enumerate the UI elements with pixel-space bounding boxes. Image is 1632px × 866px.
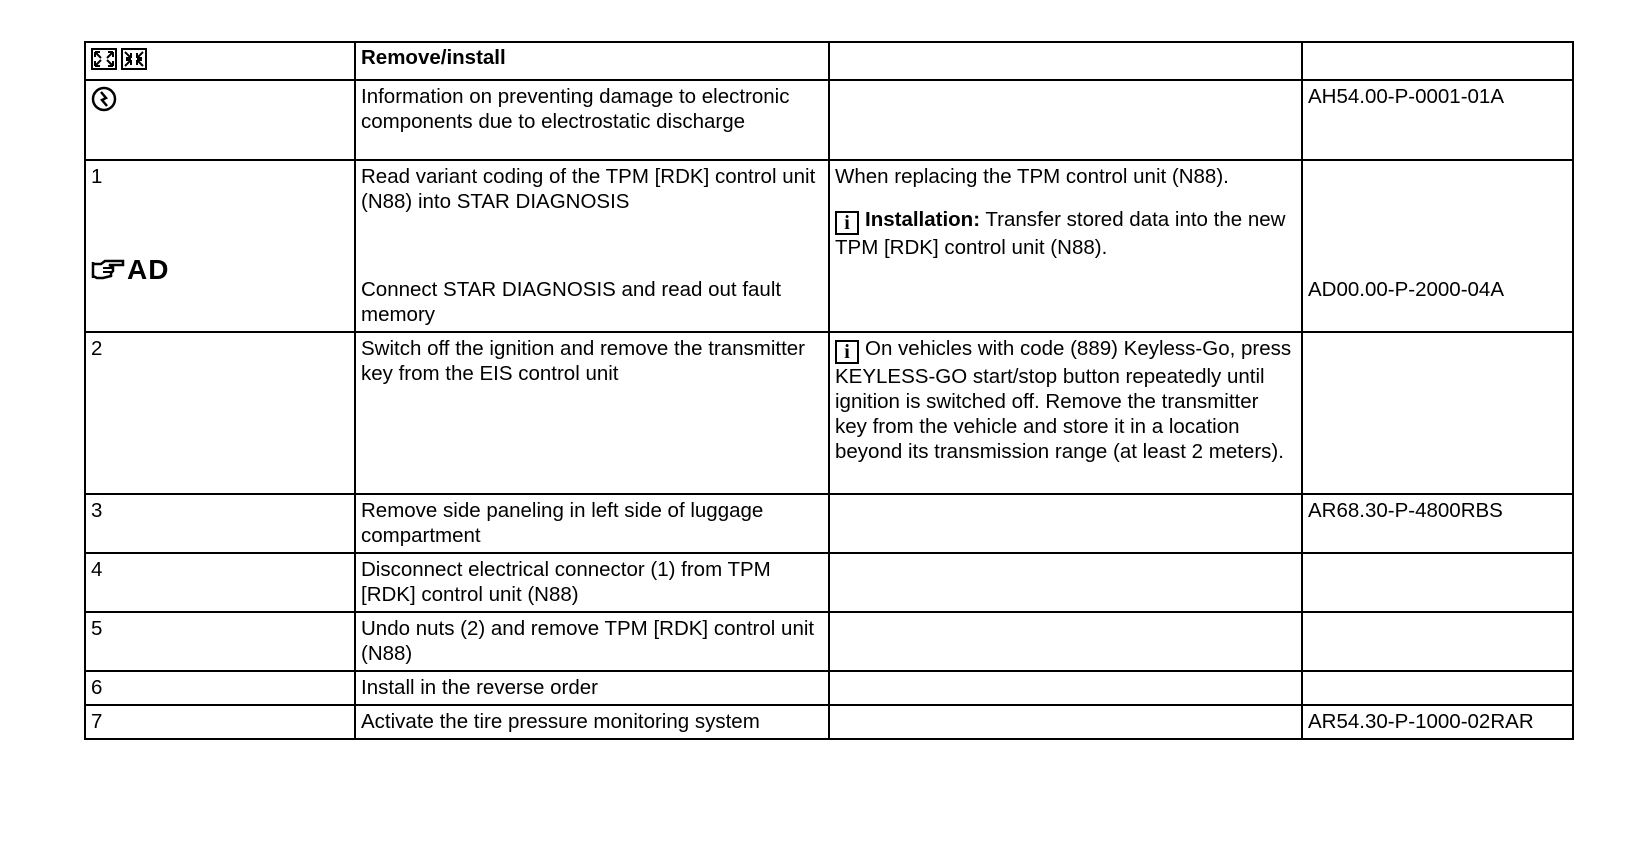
step-note	[829, 494, 1302, 553]
table-header-row	[85, 42, 1573, 80]
table-row	[85, 332, 1573, 494]
table-row	[85, 705, 1573, 739]
pointing-hand-icon	[91, 258, 125, 282]
step-cell	[85, 160, 355, 332]
step-number: 4	[85, 553, 355, 612]
header-title: Remove/install	[355, 42, 829, 80]
info-note-text: Transfer stored data into the new TPM [RDK] control unit (N88).	[835, 208, 1286, 259]
step-number: 1	[91, 165, 103, 188]
step-cell	[85, 80, 355, 160]
info-note	[835, 207, 1296, 260]
info-icon: i	[835, 340, 859, 364]
step-ref[interactable]	[1302, 612, 1573, 671]
table-row	[85, 671, 1573, 705]
info-icon: i	[835, 211, 859, 235]
step-ref[interactable]	[1302, 671, 1573, 705]
sub-step-ref[interactable]: AD00.00-P-2000-04A	[1308, 278, 1505, 301]
step-note-cell	[829, 160, 1302, 332]
step-ref[interactable]: AR68.30-P-4800RBS	[1302, 494, 1573, 553]
expand-icon[interactable]	[91, 48, 117, 70]
header-empty-3	[829, 42, 1302, 80]
ad-marker	[91, 254, 349, 285]
table-row	[85, 494, 1573, 553]
step-number: 7	[85, 705, 355, 739]
sub-step-text: Connect STAR DIAGNOSIS and read out fault memory	[361, 278, 782, 326]
step-text: Information on preventing damage to electronic components due to electrostatic discharge	[355, 80, 829, 160]
step-number: 6	[85, 671, 355, 705]
step-note-cell	[829, 332, 1302, 494]
table-row	[85, 612, 1573, 671]
step-ref[interactable]: AR54.30-P-1000-02RAR	[1302, 705, 1573, 739]
step-text: Disconnect electrical connector (1) from TPM [RDK] control unit (N88)	[355, 553, 829, 612]
step-ref[interactable]: AH54.00-P-0001-01A	[1302, 80, 1573, 160]
step-text-cell	[355, 160, 829, 332]
esd-warning-icon	[91, 86, 117, 112]
step-number: 3	[85, 494, 355, 553]
step-text: Read variant coding of the TPM [RDK] control unit (N88) into STAR DIAGNOSIS	[361, 165, 816, 213]
table-row	[85, 160, 1573, 332]
step-ref[interactable]	[1302, 332, 1573, 494]
step-text: Switch off the ignition and remove the transmitter key from the EIS control unit	[355, 332, 829, 494]
info-note-label: Installation:	[865, 208, 981, 231]
step-text: Remove side paneling in left side of luggage compartment	[355, 494, 829, 553]
step-text: Install in the reverse order	[355, 671, 829, 705]
header-empty-4	[1302, 42, 1573, 80]
header-icons-cell	[85, 42, 355, 80]
procedure-table	[84, 41, 1574, 740]
step-note	[829, 553, 1302, 612]
step-note: When replacing the TPM control unit (N88).	[835, 165, 1229, 188]
step-number: 2	[85, 332, 355, 494]
collapse-icon[interactable]	[121, 48, 147, 70]
step-number: 5	[85, 612, 355, 671]
step-note: On vehicles with code (889) Keyless-Go, press KEYLESS-GO start/stop button repeatedly until ignition is switched off. Remove the transmitter key from the vehicle and store it in a location beyond its transmission range (at least 2 meters).	[835, 337, 1292, 463]
step-note	[829, 80, 1302, 160]
step-note	[829, 705, 1302, 739]
table-row	[85, 553, 1573, 612]
step-note	[829, 671, 1302, 705]
ad-label: AD	[127, 254, 170, 285]
step-note	[829, 612, 1302, 671]
step-text: Activate the tire pressure monitoring system	[355, 705, 829, 739]
step-ref-cell	[1302, 160, 1573, 332]
step-ref[interactable]	[1302, 553, 1573, 612]
table-row	[85, 80, 1573, 160]
step-text: Undo nuts (2) and remove TPM [RDK] control unit (N88)	[355, 612, 829, 671]
